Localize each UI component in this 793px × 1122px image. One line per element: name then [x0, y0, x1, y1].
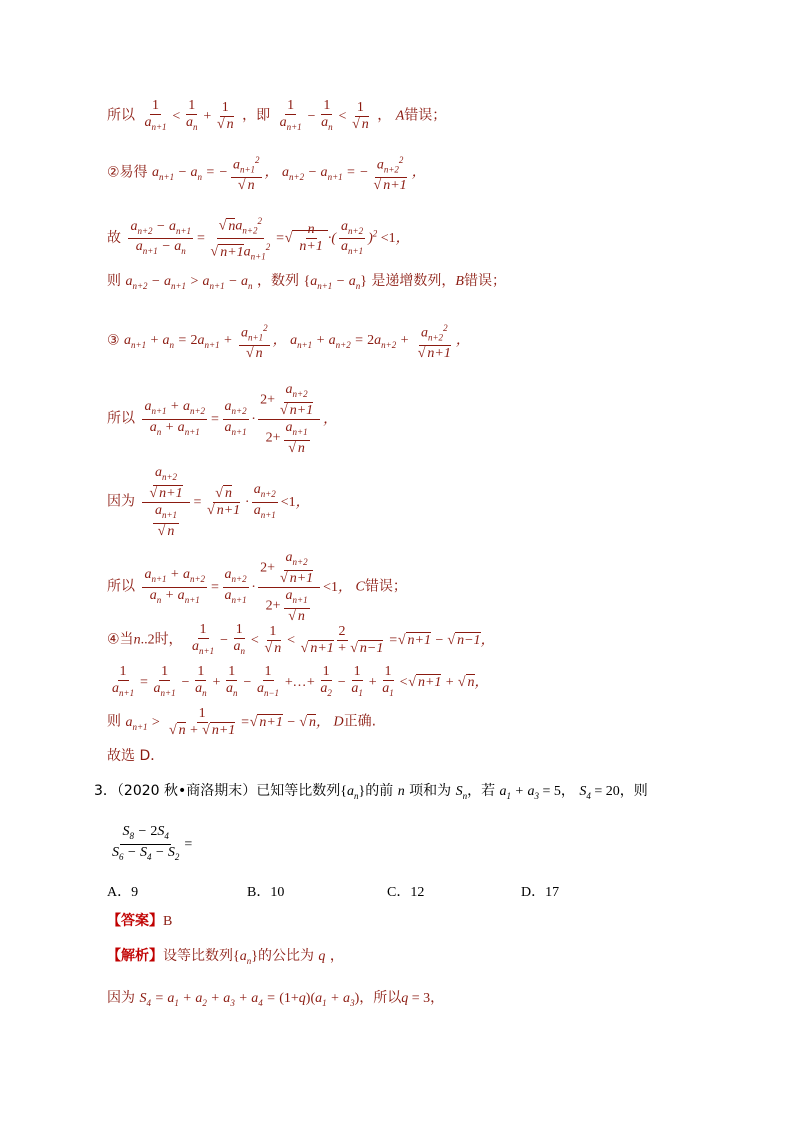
solution-line-1: 所以 $\frac{1}{a_{n+1}}$ < $\frac{1}{a_n}$ + $\frac{1}{√ n}$ ，即 $\frac{1}{a_{n+1}}$ − $\frac{1}{a_n}$ < $\frac{1}{√ n}$ ， A错误；: [107, 98, 447, 132]
solution-line-3: 故 $\frac{a_{n+2} - a_{n+1}}{a_{n+1} - a_n}$ = $\frac{√ na_{n+2}^2}{√ n+1a_{n+1}^2}$ =√ $\frac{n}{n+1}$ ·( $\frac{a_{n+2}}{a_{n+1}}$ )$^2$ <1，: [107, 213, 410, 265]
formula: $\{a_{n+1} - a_n\}$: [303, 274, 367, 291]
formula: $\frac{1}{a_{n+1}}$ = $\frac{1}{a_{n+1}}$ − $\frac{1}{a_n}$ + $\frac{1}{a_n}$ − $\frac{1}{a_{n-1}}$ +…+ $\frac{1}{a_2}$ − $\frac{1}{a_1}$ + $\frac{1}{a_1}$ <√ n+1 + √ n，: [112, 664, 489, 698]
formula: $\frac{1}{a_{n+1}}$ < $\frac{1}{a_n}$ + $\frac{1}{√ n}$: [144, 98, 234, 132]
formula: $S_4 = a_1 + a_2 + a_3 + a_4 = (1+q)(a_1 + a_3)$: [139, 991, 360, 1008]
answer-line: 【答案】B: [107, 913, 173, 929]
analysis-line-2: 因为 $S_4 = a_1 + a_2 + a_3 + a_4 = (1+q)(a_1 + a_3)$，所以q = 3，: [107, 990, 445, 1008]
formula: $\frac{1}{a_{n+1}}$ − $\frac{1}{a_n}$ < $\frac{1}{√ n}$: [279, 98, 369, 132]
solution-line-7: 因为 $\frac{\frac{a_{n+2}}{√ n+1}}{\frac{a_{n+1}}{√ n}}$ = $\frac{√ n}{√ n+1}$ · $\frac{a_{n+2}}{a_{n+1}}$ <1，: [107, 465, 310, 539]
solution-line-5: ③ $a_{n+1} + a_n = 2a_{n+1}$ + $\frac{a_{n+1}^2}{√ n}$ ， $a_{n+1} + a_{n+2} = 2a_{n+2}$ + $\frac{a_{n+2}^2}{√ n+1}$ ，: [107, 320, 470, 362]
solution-line-6: 所以 $\frac{a_{n+1} + a_{n+2}}{a_n + a_{n+1}}$ = $\frac{a_{n+2}}{a_{n+1}}$ · 2+ $\frac{a_{n+2}}{√ n+1}$ 2+ $\frac{a_{n+1}}{√ n}$ ，: [107, 382, 338, 456]
question-3-stem: 3．（2020 秋•商洛期末）已知等比数列$\{a_n\}$的前 n 项和为 $S_n$，若 $a_1 + a_3 = 5$， $S_4 = 20$，则: [94, 783, 648, 801]
formula: $a_{n+2} - a_{n+1} > a_{n+1} - a_n$: [125, 274, 253, 291]
formula: $a_{n+1} + a_n = 2a_{n+1}$ + $\frac{a_{n+1}^2}{√ n}$ ， $a_{n+1} + a_{n+2} = 2a_{n+2}$ + $\frac{a_{n+2}^2}{√ n+1}$ ，: [124, 333, 470, 348]
solution-line-11: 则 $a_{n+1}$ > $\frac{1}{√ n + √ n+1}$ =√ n+1 − √ n， D正确.: [107, 706, 377, 738]
formula: $a_{n+1} - a_n$ = − $\frac{a_{n+1}^2}{√ n}$ ， $a_{n+2} - a_{n+1}$ = − $\frac{a_{n+2}^2}{√ n+1}$ ，: [152, 165, 426, 180]
formula: $\frac{a_{n+1} + a_{n+2}}{a_n + a_{n+1}}$ = $\frac{a_{n+2}}{a_{n+1}}$ · 2+ $\frac{a_{n+2}}{√ n+1}$ 2+ $\frac{a_{n+1}}{√ n}$ ，: [144, 382, 338, 456]
formula: $\frac{a_{n+1} + a_{n+2}}{a_n + a_{n+1}}$ = $\frac{a_{n+2}}{a_{n+1}}$ · 2+ $\frac{a_{n+2}}{√ n+1}$ 2+ $\frac{a_{n+1}}{√ n}$ <1，: [144, 550, 356, 624]
formula: $a_{n+1}$ > $\frac{1}{√ n + √ n+1}$ =√ n+1 − √ n，: [125, 706, 334, 738]
choice-c: C．12: [387, 885, 425, 900]
solution-line-9: ④当n..2时， $\frac{1}{a_{n+1}}$ − $\frac{1}{a_n}$ < $\frac{1}{√ n}$ < $\frac{2}{√ n+1 + √ n-1}$ =√ n+1 − √ n−1，: [107, 622, 495, 656]
formula: $\frac{\frac{a_{n+2}}{√ n+1}}{\frac{a_{n+1}}{√ n}}$ = $\frac{√ n}{√ n+1}$ · $\frac{a_{n+2}}{a_{n+1}}$ <1，: [139, 495, 309, 510]
formula: n..2: [133, 632, 155, 648]
solution-line-10: [107, 664, 489, 701]
solution-line-4: 则 $a_{n+2} - a_{n+1} > a_{n+1} - a_n$ ，数列 $\{a_{n+1} - a_n\}$ 是递增数列，B错误；: [107, 273, 506, 291]
question-3-expression: [107, 824, 192, 865]
formula: $\{a_n\}$: [233, 949, 258, 966]
analysis-line-1: 【解析】设等比数列$\{a_n\}$的公比为 q ，: [107, 948, 344, 966]
formula: $\frac{S_8 - 2S_4}{S_6 - S_4 - S_2}$ =: [112, 824, 193, 862]
formula: $\frac{1}{a_{n+1}}$ − $\frac{1}{a_n}$ < $\frac{1}{√ n}$ < $\frac{2}{√ n+1 + √ n-1}$ =√ n+1 − √ n−1，: [192, 622, 495, 656]
formula: $\frac{a_{n+2} - a_{n+1}}{a_{n+1} - a_n}$ = $\frac{√ na_{n+2}^2}{√ n+1a_{n+1}^2}$ =√ $\frac{n}{n+1}$ ·( $\frac{a_{n+2}}{a_{n+1}}$ )$^2$ <1，: [125, 231, 409, 246]
formula: $\{a_n\}$: [340, 784, 366, 801]
solution-line-8: 所以 $\frac{a_{n+1} + a_{n+2}}{a_n + a_{n+1}}$ = $\frac{a_{n+2}}{a_{n+1}}$ · 2+ $\frac{a_{n+2}}{√ n+1}$ 2+ $\frac{a_{n+1}}{√ n}$ <1， C错误；: [107, 550, 407, 624]
solution-line-12: 故选 D．: [107, 748, 165, 764]
choice-d: D．17: [521, 885, 560, 900]
solution-line-2: ②易得 $a_{n+1} - a_n$ = − $\frac{a_{n+1}^2}{√ n}$ ， $a_{n+2} - a_{n+1}$ = − $\frac{a_{n+2}^2}{√ n+1}$ ，: [107, 152, 426, 194]
choice-b: B．10: [247, 885, 285, 900]
choice-a: A．9: [107, 885, 139, 900]
